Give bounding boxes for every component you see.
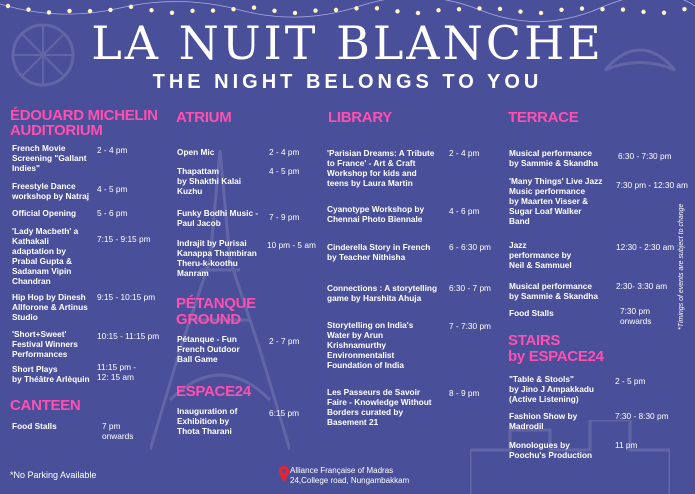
event-title: LA NUIT BLANCHE <box>91 16 604 70</box>
event-time: 7 pm onwards <box>102 421 134 441</box>
event-name: Inauguration of Exhibition by Thota Tharani <box>177 406 238 436</box>
light-bulb <box>436 8 440 12</box>
event-name: Cyanotype Workshop by Chennai Photo Biennale <box>327 204 425 224</box>
event-time: 6:30 - 7:30 pm <box>618 151 672 161</box>
event-time: 7:30 pm - 12:30 am <box>616 180 688 190</box>
event-name: Jazz performance by Neil & Sammuel <box>509 240 572 270</box>
venue-heading-stairs: STAIRS by ESPACE24 <box>508 332 604 365</box>
event-name: Short Plays by Théâtre Arlèquin <box>12 364 90 384</box>
event-name: 'Many Things' Live Jazz Music performance by Maarten Visser & Sugar Loaf Walker Band <box>509 176 603 226</box>
light-bulb <box>293 11 297 15</box>
event-name: 'Lady Macbeth' a Kathakali adaptation by Prabal Gupta & Sadanam Vipin Chandran <box>12 226 79 286</box>
event-name: 'Short+Sweet' Festival Winners Performances <box>12 329 78 359</box>
event-name: Cinderella Story in French by Teacher Nithisha <box>327 242 431 262</box>
light-bulb <box>129 5 133 9</box>
event-time: 6 - 6:30 pm <box>449 242 491 252</box>
event-name: Freestyle Dance workshop by Natraj <box>12 181 89 201</box>
event-subtitle: THE NIGHT BELONGS TO YOU <box>152 71 543 93</box>
event-name: Les Passeurs de Savoir Faire - Knowledge Without Borders curated by Basement 21 <box>327 387 432 427</box>
event-name: Fashion Show by Madrodil <box>509 411 578 431</box>
no-parking-note: *No Parking Available <box>10 470 97 480</box>
event-name: Open Mic <box>177 147 215 157</box>
light-bulb <box>108 8 112 12</box>
light-bulb <box>600 7 604 11</box>
event-name: Thapattam by Shakthi Kalai Kuzhu <box>177 166 242 196</box>
event-time: 5 - 6 pm <box>97 208 128 218</box>
event-time: 9:15 - 10:15 pm <box>97 292 156 302</box>
light-bulb <box>88 9 92 13</box>
event-name: Monologues by Poochu's Production <box>509 440 593 460</box>
light-bulb <box>580 6 584 10</box>
light-bulb <box>231 7 235 11</box>
light-bulb <box>170 11 174 15</box>
event-time: 6:15 pm <box>269 408 299 418</box>
light-bulb <box>682 7 686 11</box>
light-bulb <box>498 7 502 11</box>
event-name: Indrajit by Purisai Kanappa Thambiran Theru-k-koothu Manram <box>177 238 257 278</box>
venue-heading-michelin: ÉDOUARD MICHELIN AUDITORIUM <box>10 107 158 139</box>
venue-address <box>290 466 409 486</box>
event-name: Food Stalls <box>509 308 554 318</box>
timings-disclaimer: *Timings of events are subject to change <box>678 203 685 330</box>
light-bulb <box>47 10 51 14</box>
event-time: 4 - 5 pm <box>97 184 128 194</box>
event-time: 2 - 4 pm <box>449 148 480 158</box>
event-time: 2 - 5 pm <box>615 376 646 386</box>
light-bulb <box>149 8 153 12</box>
light-bulb <box>375 6 379 10</box>
light-bulb <box>539 11 543 15</box>
light-bulb <box>211 8 215 12</box>
event-time: 7:30 - 8:30 pm <box>615 411 669 421</box>
event-time: 6:30 - 7 pm <box>449 283 491 293</box>
event-name: Musical performance by Sammie & Skandha <box>509 148 598 168</box>
light-bulb <box>334 8 338 12</box>
event-time: 12:30 - 2:30 am <box>616 242 675 252</box>
event-name: Hip Hop by Dinesh Allforone & Artinus Studio <box>12 292 88 322</box>
light-bulb <box>6 4 10 8</box>
event-time: 10:15 - 11:15 pm <box>97 331 160 341</box>
light-bulb <box>354 6 358 10</box>
event-name: Food Stalls <box>12 421 57 431</box>
event-name: Funky Bodhi Music - Paul Jacob <box>177 208 259 228</box>
event-time: 2 - 7 pm <box>269 336 300 346</box>
light-bulb <box>313 8 317 12</box>
event-name: French Movie Screening "Gallant Indies" <box>12 143 87 173</box>
address-line-2: 24,College road, Nungambakkam <box>290 476 410 485</box>
event-time: 4 - 6 pm <box>449 206 480 216</box>
event-time: 4 - 5 pm <box>269 166 300 176</box>
event-name: Official Opening <box>12 208 77 218</box>
event-time: 7 - 9 pm <box>269 212 300 222</box>
light-bulb <box>457 7 461 11</box>
light-bulb <box>26 7 30 11</box>
venue-heading-atrium: ATRIUM <box>176 109 232 126</box>
light-bulb <box>67 9 71 13</box>
event-time: 7 - 7:30 pm <box>449 321 491 331</box>
light-bulb <box>272 9 276 13</box>
event-time: 2:30- 3:30 am <box>616 281 668 291</box>
location-pin-icon <box>279 466 289 482</box>
event-name: Pétanque - Fun French Outdoor Ball Game <box>177 334 240 364</box>
event-name: Musical performance by Sammie & Skandha <box>509 281 598 301</box>
light-bulb <box>641 10 645 14</box>
light-bulb <box>559 8 563 12</box>
light-bulb <box>252 5 256 9</box>
event-time: 10 pm - 5 am <box>267 240 316 250</box>
event-time: 7:30 pm onwards <box>620 306 652 326</box>
light-bulb <box>518 9 522 13</box>
event-time: 8 - 9 pm <box>449 388 480 398</box>
event-time: 7:15 - 9:15 pm <box>97 234 151 244</box>
event-time: 11:15 pm - 12: 15 am <box>97 362 137 382</box>
light-bulb <box>190 9 194 13</box>
event-time: 11 pm <box>615 440 638 450</box>
address-line-1: Alliance Française of Madras <box>290 466 394 475</box>
event-name: 'Parisian Dreams: A Tribute to France' - Art & Craft Workshop for kids and teens by Laura Martin <box>327 148 435 188</box>
venue-heading-petanque: PÉTANQUE GROUND <box>176 295 256 328</box>
event-name: Storytelling on India's Water by Arun Krishnamurthy Environmentalist Foundation of India <box>327 320 414 370</box>
event-name: "Table & Stools" by Jino J Ampakkadu (Active Listening) <box>509 374 594 404</box>
light-bulb <box>621 7 625 11</box>
light-bulb <box>416 11 420 15</box>
event-time: 2 - 4 pm <box>97 145 128 155</box>
venue-heading-canteen: CANTEEN <box>10 397 81 414</box>
event-name: Connections : A storytelling game by Harshita Ahuja <box>327 283 438 303</box>
venue-heading-library: LIBRARY <box>328 109 393 126</box>
light-bulb <box>662 11 666 15</box>
venue-heading-terrace: TERRACE <box>508 109 579 126</box>
light-bulb <box>395 9 399 13</box>
event-time: 2 - 4 pm <box>269 147 300 157</box>
venue-heading-espace24: ESPACE24 <box>176 383 251 400</box>
light-bulb <box>477 6 481 10</box>
